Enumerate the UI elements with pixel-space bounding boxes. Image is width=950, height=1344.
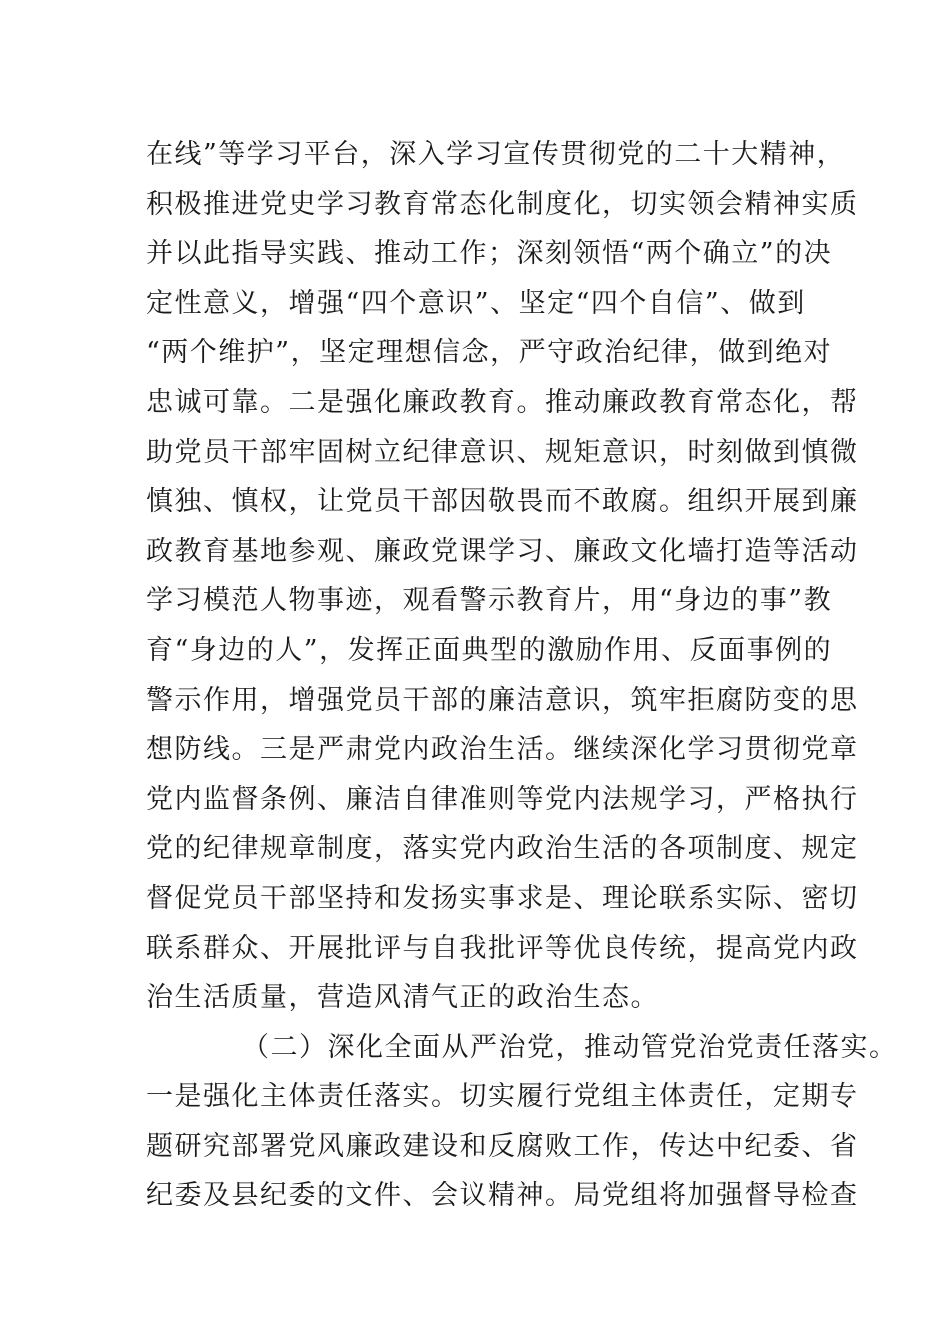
body-text: [146, 130, 898, 1221]
text-line: 治生活质量，营造风清气正的政治生态。: [146, 982, 659, 1014]
text-line: 积极推进党史学习教育常态化制度化，切实领会精神实质: [146, 188, 859, 220]
text-line: 慎独、慎权，让党员干部因敬畏而不敢腐。组织开展到廉: [146, 486, 859, 518]
text-line: 警示作用，增强党员干部的廉洁意识，筑牢拒腐防变的思: [146, 684, 859, 716]
text-line: 党的纪律规章制度，落实党内政治生活的各项制度、规定: [146, 833, 859, 865]
text-line: 助党员干部牢固树立纪律意识、规矩意识，时刻做到慎微: [146, 436, 859, 468]
text-line: 在线”等学习平台，深入学习宣传贯彻党的二十大精神，: [146, 139, 846, 170]
text-line: 定性意义，增强“四个意识”、坚定“四个自信”、做到: [146, 287, 806, 319]
section-heading: （二）深化全面从严治党，推动管党治党责任落实。: [242, 1031, 898, 1063]
text-line: 想防线。三是严肃党内政治生活。继续深化学习贯彻党章: [146, 734, 859, 766]
text-line: 忠诚可靠。二是强化廉政教育。推动廉政教育常态化，帮: [146, 386, 859, 418]
text-line: 并以此指导实践、推动工作；深刻领悟“两个确立”的决: [146, 238, 833, 270]
text-line: 学习模范人物事迹，观看警示教育片，用“身边的事”教: [146, 585, 833, 617]
text-line: “两个维护”，坚定理想信念，严守政治纪律，做到绝对: [146, 337, 833, 369]
text-line: 题研究部署党风廉政建设和反腐败工作，传达中纪委、省: [146, 1130, 859, 1162]
text-line: 育“身边的人”，发挥正面典型的激励作用、反面事例的: [146, 634, 833, 666]
text-line: 一是强化主体责任落实。切实履行党组主体责任，定期专: [146, 1081, 859, 1113]
text-line: 督促党员干部坚持和发扬实事求是、理论联系实际、密切: [146, 882, 859, 914]
text-line: 党内监督条例、廉洁自律准则等党内法规学习，严格执行: [146, 783, 859, 815]
text-line: 纪委及县纪委的文件、会议精神。局党组将加强督导检查: [146, 1180, 859, 1212]
text-line: 联系群众、开展批评与自我批评等优良传统，提高党内政: [146, 932, 859, 964]
text-line: 政教育基地参观、廉政党课学习、廉政文化墙打造等活动: [146, 535, 859, 567]
